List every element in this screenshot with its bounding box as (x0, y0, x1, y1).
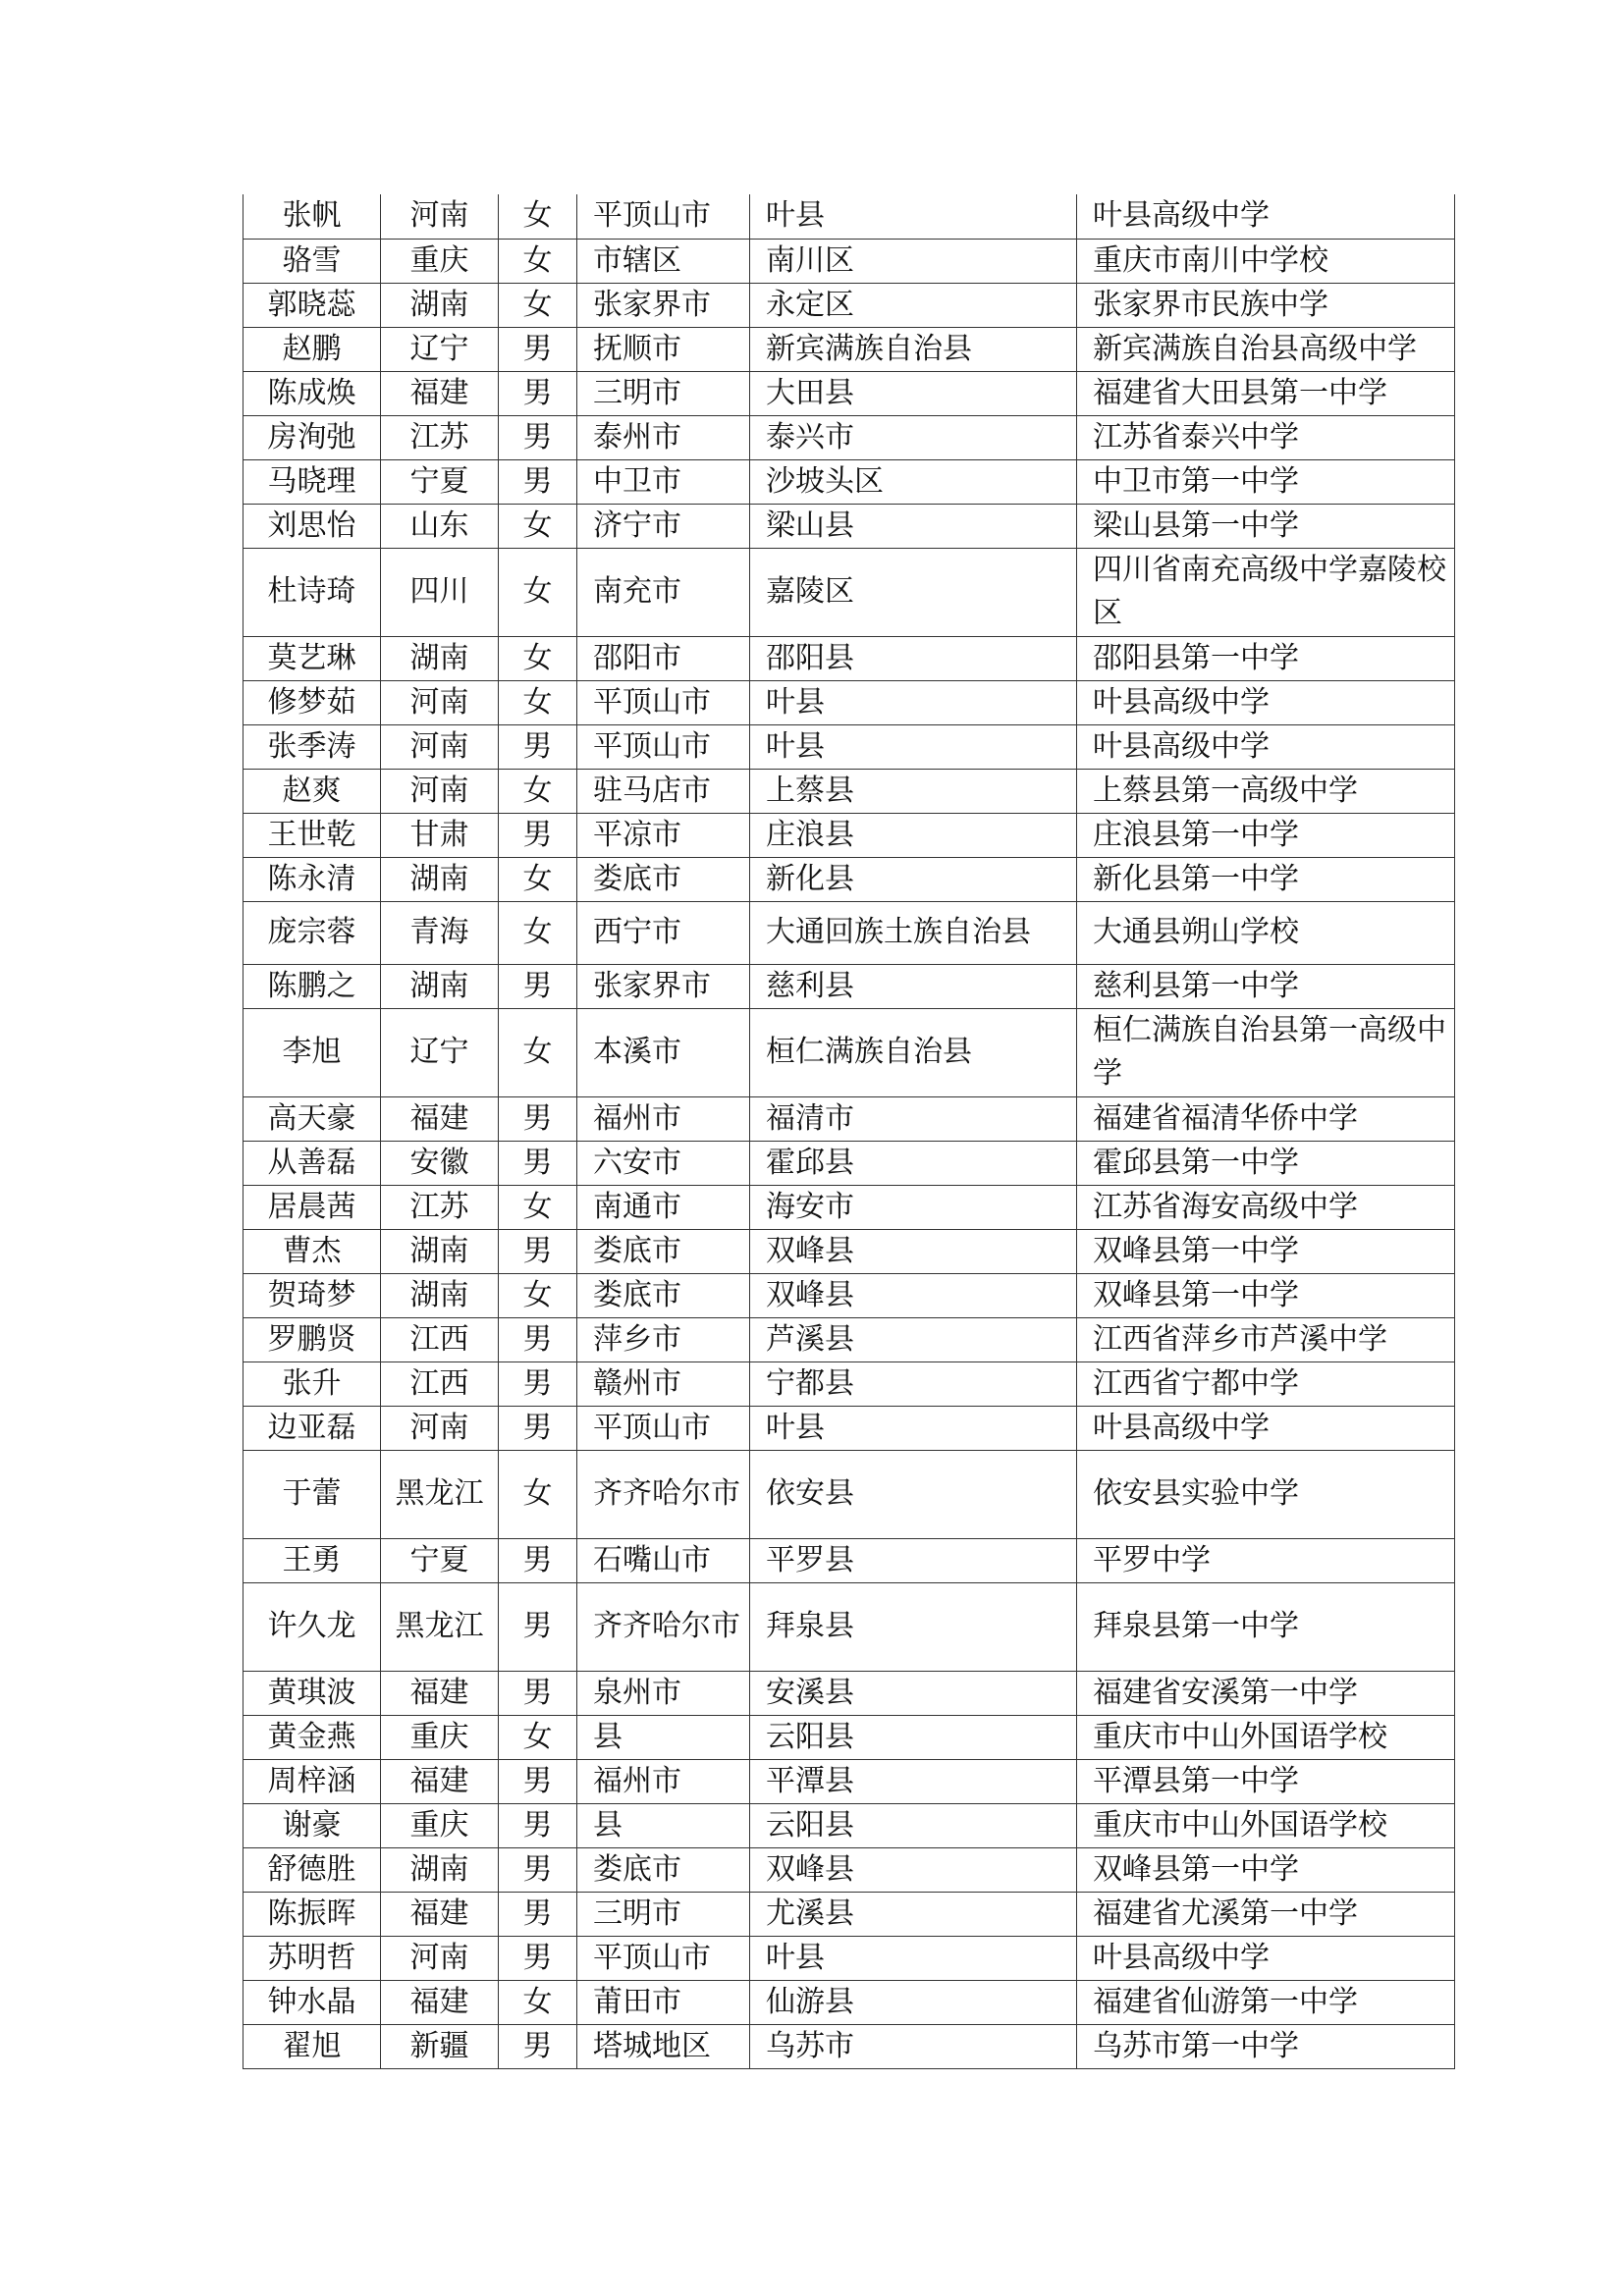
city-cell: 萍乡市 (577, 1317, 750, 1362)
gender-cell: 女 (499, 548, 577, 636)
table-row (244, 1096, 1455, 1141)
gender-cell: 男 (499, 1759, 577, 1803)
province-cell: 辽宁 (381, 327, 499, 371)
city-cell: 娄底市 (577, 1229, 750, 1273)
gender-cell: 女 (499, 769, 577, 813)
table-row (244, 724, 1455, 769)
province-cell: 福建 (381, 1980, 499, 2024)
province-cell: 湖南 (381, 964, 499, 1008)
table-row (244, 1671, 1455, 1715)
gender-cell: 男 (499, 1229, 577, 1273)
table-row (244, 194, 1455, 239)
gender-cell: 女 (499, 901, 577, 964)
city-cell: 张家界市 (577, 964, 750, 1008)
city-cell: 娄底市 (577, 857, 750, 901)
city-cell: 县 (577, 1803, 750, 1847)
school-cell: 叶县高级中学 (1077, 194, 1455, 239)
county-cell: 云阳县 (750, 1715, 1077, 1759)
gender-cell: 男 (499, 964, 577, 1008)
county-cell: 芦溪县 (750, 1317, 1077, 1362)
table-row (244, 1715, 1455, 1759)
city-cell: 平凉市 (577, 813, 750, 857)
county-cell: 双峰县 (750, 1847, 1077, 1892)
gender-cell: 女 (499, 283, 577, 327)
province-cell: 重庆 (381, 1803, 499, 1847)
province-cell: 辽宁 (381, 1008, 499, 1096)
province-cell: 宁夏 (381, 1538, 499, 1582)
county-cell: 尤溪县 (750, 1892, 1077, 1936)
city-cell: 赣州市 (577, 1362, 750, 1406)
school-cell: 福建省大田县第一中学 (1077, 371, 1455, 415)
gender-cell: 男 (499, 1582, 577, 1671)
school-cell: 江苏省海安高级中学 (1077, 1185, 1455, 1229)
province-cell: 河南 (381, 724, 499, 769)
name-cell: 从善磊 (244, 1141, 381, 1185)
name-cell: 赵爽 (244, 769, 381, 813)
table-row (244, 2024, 1455, 2068)
gender-cell: 女 (499, 680, 577, 724)
gender-cell: 男 (499, 2024, 577, 2068)
gender-cell: 男 (499, 1362, 577, 1406)
table-row (244, 1759, 1455, 1803)
table-row (244, 1582, 1455, 1671)
county-cell: 霍邱县 (750, 1141, 1077, 1185)
county-cell: 南川区 (750, 239, 1077, 283)
name-cell: 张帆 (244, 194, 381, 239)
table-row (244, 1803, 1455, 1847)
name-cell: 李旭 (244, 1008, 381, 1096)
table-row (244, 1538, 1455, 1582)
table-row (244, 1936, 1455, 1980)
county-cell: 永定区 (750, 283, 1077, 327)
county-cell: 仙游县 (750, 1980, 1077, 2024)
gender-cell: 女 (499, 1715, 577, 1759)
table-row (244, 636, 1455, 680)
table-row (244, 1892, 1455, 1936)
school-cell: 邵阳县第一中学 (1077, 636, 1455, 680)
gender-cell: 男 (499, 1936, 577, 1980)
name-cell: 曹杰 (244, 1229, 381, 1273)
school-cell: 桓仁满族自治县第一高级中学 (1077, 1008, 1455, 1096)
gender-cell: 男 (499, 1096, 577, 1141)
gender-cell: 男 (499, 813, 577, 857)
county-cell: 桓仁满族自治县 (750, 1008, 1077, 1096)
gender-cell: 女 (499, 1273, 577, 1317)
province-cell: 河南 (381, 194, 499, 239)
table-row (244, 1980, 1455, 2024)
table-row (244, 239, 1455, 283)
province-cell: 湖南 (381, 1273, 499, 1317)
name-cell: 黄金燕 (244, 1715, 381, 1759)
city-cell: 娄底市 (577, 1847, 750, 1892)
gender-cell: 男 (499, 1892, 577, 1936)
name-cell: 居晨茜 (244, 1185, 381, 1229)
school-cell: 双峰县第一中学 (1077, 1273, 1455, 1317)
province-cell: 湖南 (381, 1229, 499, 1273)
school-cell: 乌苏市第一中学 (1077, 2024, 1455, 2068)
name-cell: 刘思怡 (244, 504, 381, 548)
city-cell: 三明市 (577, 371, 750, 415)
city-cell: 平顶山市 (577, 680, 750, 724)
province-cell: 重庆 (381, 239, 499, 283)
name-cell: 许久龙 (244, 1582, 381, 1671)
name-cell: 陈振晖 (244, 1892, 381, 1936)
table-row (244, 1847, 1455, 1892)
school-cell: 平潭县第一中学 (1077, 1759, 1455, 1803)
county-cell: 新宾满族自治县 (750, 327, 1077, 371)
name-cell: 张季涛 (244, 724, 381, 769)
county-cell: 福清市 (750, 1096, 1077, 1141)
name-cell: 骆雪 (244, 239, 381, 283)
province-cell: 宁夏 (381, 459, 499, 504)
table-row (244, 548, 1455, 636)
county-cell: 叶县 (750, 724, 1077, 769)
city-cell: 娄底市 (577, 1273, 750, 1317)
school-cell: 福建省安溪第一中学 (1077, 1671, 1455, 1715)
student-roster-table (243, 194, 1455, 2069)
province-cell: 新疆 (381, 2024, 499, 2068)
gender-cell: 男 (499, 1317, 577, 1362)
county-cell: 依安县 (750, 1450, 1077, 1538)
province-cell: 湖南 (381, 283, 499, 327)
city-cell: 南通市 (577, 1185, 750, 1229)
school-cell: 双峰县第一中学 (1077, 1229, 1455, 1273)
gender-cell: 女 (499, 1008, 577, 1096)
name-cell: 高天豪 (244, 1096, 381, 1141)
name-cell: 边亚磊 (244, 1406, 381, 1450)
county-cell: 双峰县 (750, 1229, 1077, 1273)
table-row (244, 1141, 1455, 1185)
name-cell: 赵鹏 (244, 327, 381, 371)
province-cell: 湖南 (381, 636, 499, 680)
county-cell: 邵阳县 (750, 636, 1077, 680)
name-cell: 翟旭 (244, 2024, 381, 2068)
city-cell: 平顶山市 (577, 724, 750, 769)
name-cell: 马晓理 (244, 459, 381, 504)
table-body (244, 194, 1455, 2068)
province-cell: 江西 (381, 1362, 499, 1406)
school-cell: 双峰县第一中学 (1077, 1847, 1455, 1892)
name-cell: 修梦茹 (244, 680, 381, 724)
table-row (244, 459, 1455, 504)
name-cell: 舒德胜 (244, 1847, 381, 1892)
county-cell: 上蔡县 (750, 769, 1077, 813)
school-cell: 叶县高级中学 (1077, 1936, 1455, 1980)
school-cell: 新化县第一中学 (1077, 857, 1455, 901)
table-row (244, 1406, 1455, 1450)
county-cell: 大田县 (750, 371, 1077, 415)
name-cell: 谢豪 (244, 1803, 381, 1847)
name-cell: 王世乾 (244, 813, 381, 857)
table-row (244, 371, 1455, 415)
city-cell: 泰州市 (577, 415, 750, 459)
table-row (244, 1273, 1455, 1317)
gender-cell: 男 (499, 1538, 577, 1582)
school-cell: 霍邱县第一中学 (1077, 1141, 1455, 1185)
city-cell: 石嘴山市 (577, 1538, 750, 1582)
city-cell: 福州市 (577, 1096, 750, 1141)
gender-cell: 女 (499, 1185, 577, 1229)
city-cell: 泉州市 (577, 1671, 750, 1715)
gender-cell: 男 (499, 724, 577, 769)
city-cell: 驻马店市 (577, 769, 750, 813)
county-cell: 梁山县 (750, 504, 1077, 548)
county-cell: 云阳县 (750, 1803, 1077, 1847)
gender-cell: 女 (499, 504, 577, 548)
table-row (244, 964, 1455, 1008)
city-cell: 济宁市 (577, 504, 750, 548)
gender-cell: 女 (499, 1980, 577, 2024)
province-cell: 江苏 (381, 415, 499, 459)
school-cell: 新宾满族自治县高级中学 (1077, 327, 1455, 371)
gender-cell: 男 (499, 327, 577, 371)
gender-cell: 女 (499, 857, 577, 901)
table-row (244, 1185, 1455, 1229)
table-row (244, 813, 1455, 857)
table-row (244, 901, 1455, 964)
school-cell: 福建省仙游第一中学 (1077, 1980, 1455, 2024)
county-cell: 平罗县 (750, 1538, 1077, 1582)
city-cell: 南充市 (577, 548, 750, 636)
table-row (244, 680, 1455, 724)
city-cell: 市辖区 (577, 239, 750, 283)
table-row (244, 415, 1455, 459)
name-cell: 张升 (244, 1362, 381, 1406)
city-cell: 平顶山市 (577, 194, 750, 239)
gender-cell: 男 (499, 1847, 577, 1892)
province-cell: 安徽 (381, 1141, 499, 1185)
name-cell: 罗鹏贤 (244, 1317, 381, 1362)
school-cell: 江西省萍乡市芦溪中学 (1077, 1317, 1455, 1362)
school-cell: 江苏省泰兴中学 (1077, 415, 1455, 459)
gender-cell: 男 (499, 1671, 577, 1715)
gender-cell: 男 (499, 1141, 577, 1185)
school-cell: 上蔡县第一高级中学 (1077, 769, 1455, 813)
province-cell: 江苏 (381, 1185, 499, 1229)
name-cell: 郭晓蕊 (244, 283, 381, 327)
school-cell: 拜泉县第一中学 (1077, 1582, 1455, 1671)
gender-cell: 女 (499, 636, 577, 680)
gender-cell: 男 (499, 371, 577, 415)
county-cell: 大通回族土族自治县 (750, 901, 1077, 964)
county-cell: 叶县 (750, 194, 1077, 239)
gender-cell: 男 (499, 415, 577, 459)
province-cell: 福建 (381, 1671, 499, 1715)
province-cell: 湖南 (381, 857, 499, 901)
school-cell: 叶县高级中学 (1077, 1406, 1455, 1450)
city-cell: 福州市 (577, 1759, 750, 1803)
name-cell: 周梓涵 (244, 1759, 381, 1803)
gender-cell: 男 (499, 1803, 577, 1847)
table-row (244, 857, 1455, 901)
table-row (244, 283, 1455, 327)
city-cell: 抚顺市 (577, 327, 750, 371)
province-cell: 甘肃 (381, 813, 499, 857)
city-cell: 齐齐哈尔市 (577, 1450, 750, 1538)
school-cell: 依安县实验中学 (1077, 1450, 1455, 1538)
school-cell: 重庆市中山外国语学校 (1077, 1715, 1455, 1759)
school-cell: 大通县朔山学校 (1077, 901, 1455, 964)
province-cell: 青海 (381, 901, 499, 964)
table-row (244, 1229, 1455, 1273)
school-cell: 平罗中学 (1077, 1538, 1455, 1582)
name-cell: 庞宗蓉 (244, 901, 381, 964)
school-cell: 中卫市第一中学 (1077, 459, 1455, 504)
county-cell: 叶县 (750, 1406, 1077, 1450)
name-cell: 陈鹏之 (244, 964, 381, 1008)
school-cell: 梁山县第一中学 (1077, 504, 1455, 548)
school-cell: 江西省宁都中学 (1077, 1362, 1455, 1406)
province-cell: 福建 (381, 1892, 499, 1936)
city-cell: 塔城地区 (577, 2024, 750, 2068)
county-cell: 沙坡头区 (750, 459, 1077, 504)
county-cell: 海安市 (750, 1185, 1077, 1229)
city-cell: 莆田市 (577, 1980, 750, 2024)
school-cell: 重庆市南川中学校 (1077, 239, 1455, 283)
school-cell: 福建省尤溪第一中学 (1077, 1892, 1455, 1936)
province-cell: 湖南 (381, 1847, 499, 1892)
school-cell: 叶县高级中学 (1077, 680, 1455, 724)
province-cell: 黑龙江 (381, 1582, 499, 1671)
city-cell: 张家界市 (577, 283, 750, 327)
county-cell: 慈利县 (750, 964, 1077, 1008)
table-row (244, 504, 1455, 548)
gender-cell: 女 (499, 1450, 577, 1538)
county-cell: 泰兴市 (750, 415, 1077, 459)
city-cell: 邵阳市 (577, 636, 750, 680)
name-cell: 黄琪波 (244, 1671, 381, 1715)
province-cell: 四川 (381, 548, 499, 636)
county-cell: 叶县 (750, 680, 1077, 724)
school-cell: 四川省南充高级中学嘉陵校区 (1077, 548, 1455, 636)
school-cell: 叶县高级中学 (1077, 724, 1455, 769)
table-row (244, 1450, 1455, 1538)
province-cell: 福建 (381, 371, 499, 415)
school-cell: 庄浪县第一中学 (1077, 813, 1455, 857)
name-cell: 钟水晶 (244, 1980, 381, 2024)
county-cell: 平潭县 (750, 1759, 1077, 1803)
name-cell: 于蕾 (244, 1450, 381, 1538)
province-cell: 河南 (381, 1936, 499, 1980)
county-cell: 庄浪县 (750, 813, 1077, 857)
school-cell: 福建省福清华侨中学 (1077, 1096, 1455, 1141)
county-cell: 双峰县 (750, 1273, 1077, 1317)
province-cell: 黑龙江 (381, 1450, 499, 1538)
table-row (244, 1317, 1455, 1362)
city-cell: 县 (577, 1715, 750, 1759)
county-cell: 嘉陵区 (750, 548, 1077, 636)
name-cell: 贺琦梦 (244, 1273, 381, 1317)
province-cell: 河南 (381, 1406, 499, 1450)
table-row (244, 1362, 1455, 1406)
county-cell: 宁都县 (750, 1362, 1077, 1406)
school-cell: 张家界市民族中学 (1077, 283, 1455, 327)
name-cell: 莫艺琳 (244, 636, 381, 680)
gender-cell: 女 (499, 239, 577, 283)
city-cell: 平顶山市 (577, 1406, 750, 1450)
county-cell: 拜泉县 (750, 1582, 1077, 1671)
province-cell: 重庆 (381, 1715, 499, 1759)
name-cell: 陈成焕 (244, 371, 381, 415)
province-cell: 福建 (381, 1759, 499, 1803)
county-cell: 乌苏市 (750, 2024, 1077, 2068)
name-cell: 苏明哲 (244, 1936, 381, 1980)
city-cell: 三明市 (577, 1892, 750, 1936)
city-cell: 本溪市 (577, 1008, 750, 1096)
table-row (244, 327, 1455, 371)
gender-cell: 女 (499, 194, 577, 239)
province-cell: 河南 (381, 680, 499, 724)
table-row (244, 769, 1455, 813)
city-cell: 齐齐哈尔市 (577, 1582, 750, 1671)
county-cell: 新化县 (750, 857, 1077, 901)
county-cell: 叶县 (750, 1936, 1077, 1980)
school-cell: 重庆市中山外国语学校 (1077, 1803, 1455, 1847)
city-cell: 六安市 (577, 1141, 750, 1185)
province-cell: 福建 (381, 1096, 499, 1141)
name-cell: 陈永清 (244, 857, 381, 901)
province-cell: 江西 (381, 1317, 499, 1362)
name-cell: 房洵弛 (244, 415, 381, 459)
table-row (244, 1008, 1455, 1096)
city-cell: 平顶山市 (577, 1936, 750, 1980)
gender-cell: 男 (499, 459, 577, 504)
county-cell: 安溪县 (750, 1671, 1077, 1715)
gender-cell: 男 (499, 1406, 577, 1450)
city-cell: 西宁市 (577, 901, 750, 964)
name-cell: 王勇 (244, 1538, 381, 1582)
school-cell: 慈利县第一中学 (1077, 964, 1455, 1008)
province-cell: 山东 (381, 504, 499, 548)
city-cell: 中卫市 (577, 459, 750, 504)
province-cell: 河南 (381, 769, 499, 813)
name-cell: 杜诗琦 (244, 548, 381, 636)
